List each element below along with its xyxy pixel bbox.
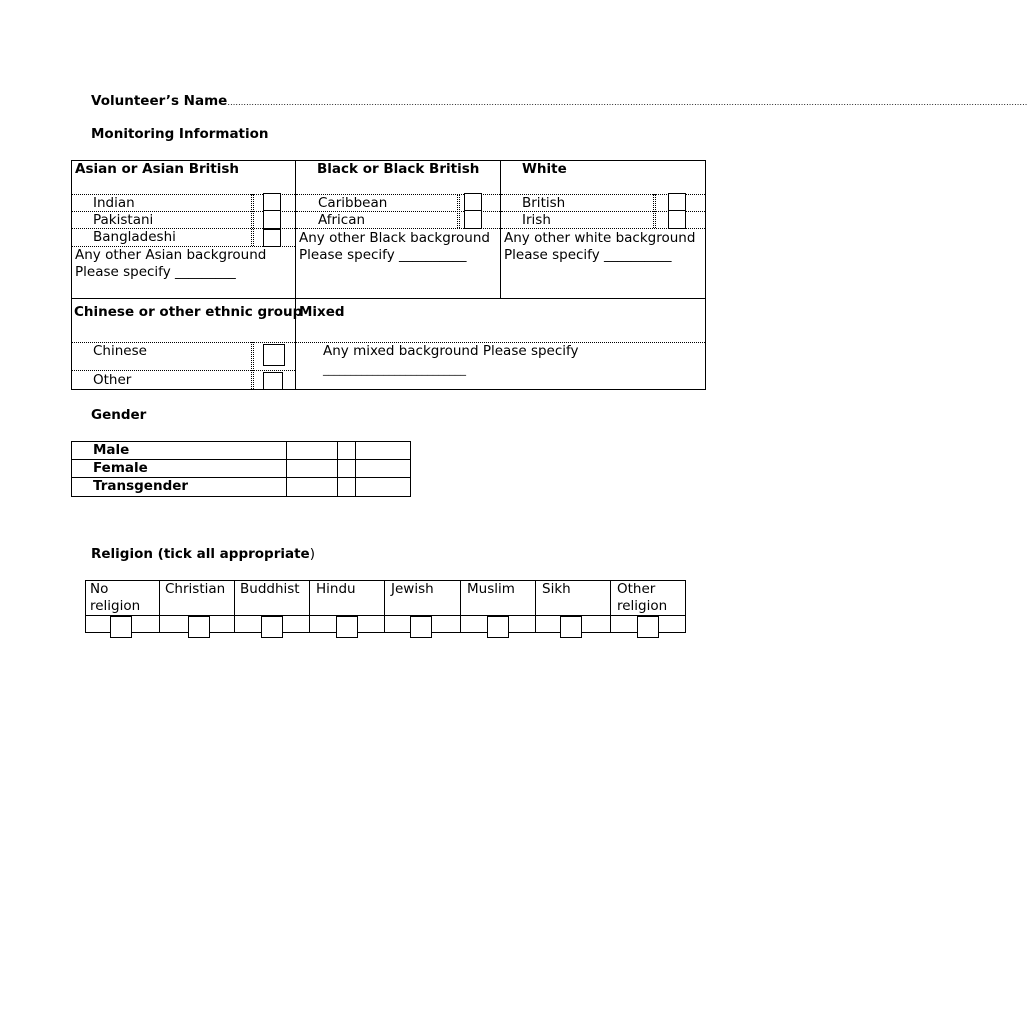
hindu-checkbox[interactable] [336, 616, 358, 638]
option-bangladeshi: Bangladeshi [93, 229, 176, 245]
buddhist-checkbox[interactable] [261, 616, 283, 638]
religion-christian-label: Christian [165, 581, 226, 597]
other-religion-checkbox[interactable] [637, 616, 659, 638]
option-chinese: Chinese [93, 343, 147, 359]
chinese-checkbox[interactable] [263, 344, 285, 366]
white-heading: White [522, 161, 567, 177]
gender-transgender: Transgender [93, 478, 189, 494]
religion-sikh-label: Sikh [542, 581, 571, 597]
black-heading: Black or Black British [317, 161, 480, 177]
religion-none-label: No religion [90, 581, 141, 614]
bangladeshi-checkbox[interactable] [263, 229, 281, 247]
female-checkbox[interactable] [337, 459, 356, 479]
option-pakistani: Pakistani [93, 212, 154, 228]
male-checkbox[interactable] [337, 441, 356, 461]
pakistani-checkbox[interactable] [263, 210, 281, 229]
muslim-checkbox[interactable] [487, 616, 509, 638]
volunteer-name-label: Volunteer’s Name………………………………………………………………………………………………………………………………………………………………………………………………………………………………………………………………………… [91, 93, 1027, 109]
religion-buddhist-label: Buddhist [240, 581, 300, 597]
transgender-checkbox[interactable] [337, 477, 356, 497]
sikh-checkbox[interactable] [560, 616, 582, 638]
no-religion-checkbox[interactable] [110, 616, 132, 638]
mixed-specify-field[interactable]: __________________________ [323, 363, 466, 376]
option-irish: Irish [522, 212, 551, 228]
religion-muslim-label: Muslim [467, 581, 515, 597]
irish-checkbox[interactable] [668, 210, 686, 229]
option-british: British [522, 195, 566, 211]
white-specify-field[interactable]: Please specify __________ [504, 247, 672, 263]
gender-female: Female [93, 460, 148, 476]
asian-other-label: Any other Asian background [75, 247, 267, 263]
option-other: Other [93, 372, 132, 388]
volunteer-name-field[interactable]: ………………………………………………………………………………………………………………………………………………………………………………………………………………………………………………………………………… [227, 98, 1027, 107]
religion-hindu-label: Hindu [316, 581, 356, 597]
gender-title: Gender [91, 407, 147, 423]
religion-jewish-label: Jewish [391, 581, 434, 597]
black-other-label: Any other Black background [299, 230, 490, 246]
other-ethnic-checkbox[interactable] [263, 372, 283, 390]
option-indian: Indian [93, 195, 135, 211]
religion-other-label: Other religion [617, 581, 668, 614]
asian-heading: Asian or Asian British [75, 161, 239, 177]
christian-checkbox[interactable] [188, 616, 210, 638]
religion-title: Religion (tick all appropriate) [91, 546, 315, 562]
gender-male: Male [93, 442, 130, 458]
white-other-label: Any other white background [504, 230, 696, 246]
option-caribbean: Caribbean [318, 195, 388, 211]
african-checkbox[interactable] [464, 210, 482, 229]
black-specify-field[interactable]: Please specify __________ [299, 247, 467, 263]
option-african: African [318, 212, 366, 228]
mixed-heading: Mixed [299, 304, 345, 320]
chinese-heading: Chinese or other ethnic group [74, 304, 303, 320]
mixed-specify-label: Any mixed background Please specify [323, 343, 579, 359]
asian-specify-field[interactable]: Please specify _________ [75, 264, 236, 280]
monitoring-title: Monitoring Information [91, 126, 269, 142]
jewish-checkbox[interactable] [410, 616, 432, 638]
